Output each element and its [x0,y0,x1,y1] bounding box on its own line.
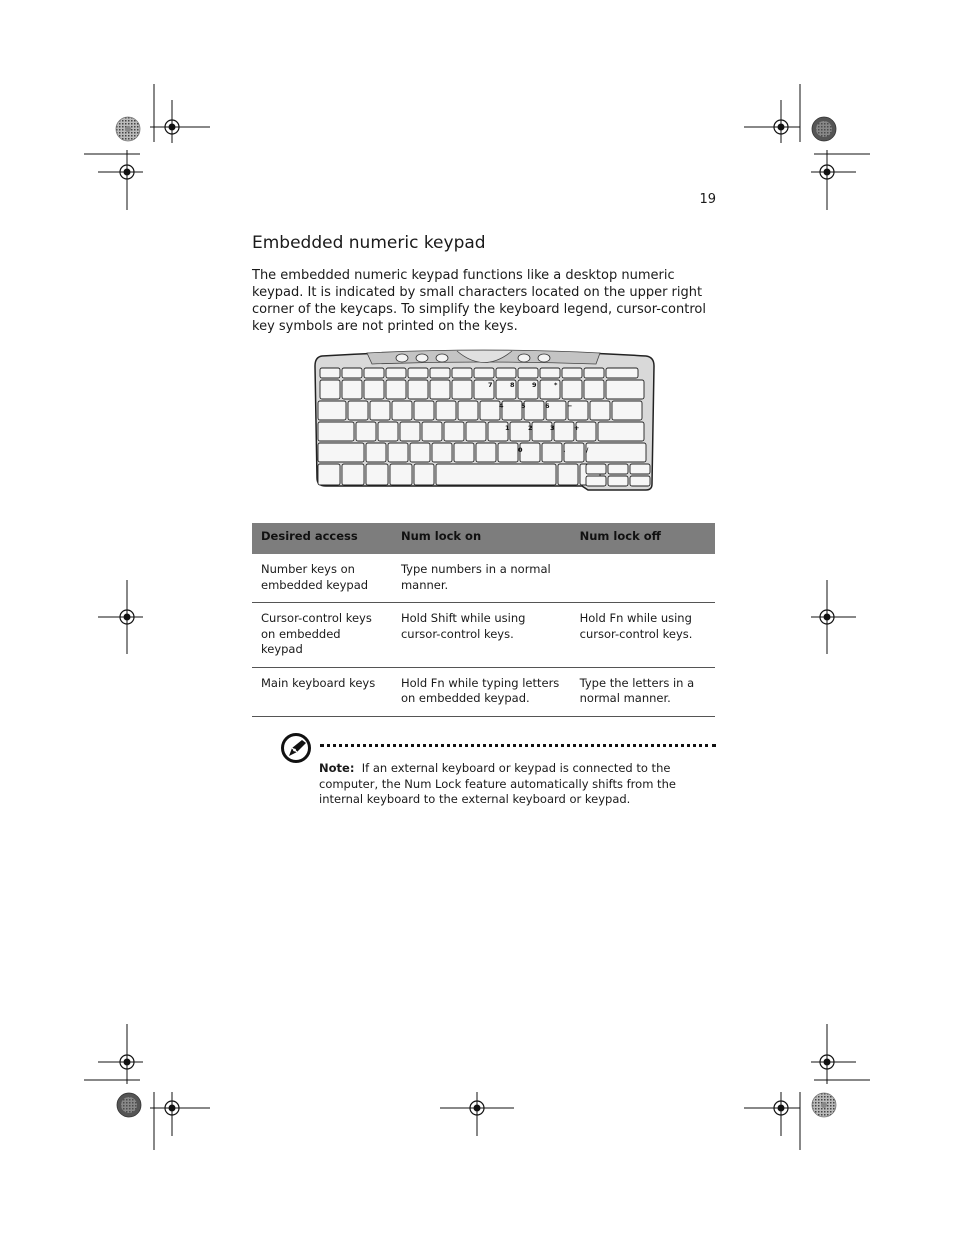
table-cell: Hold Fn while using cursor-control keys. [571,603,715,668]
keycap [408,368,428,378]
keycap [474,368,494,378]
keypad-legend: − [567,402,573,410]
keycap [414,464,434,485]
keycap [400,422,420,441]
keypad-legend: 3 [550,424,555,432]
keycap [436,401,456,420]
keycap [606,380,644,399]
table-cell: Main keyboard keys [252,667,392,716]
keycap [510,422,530,441]
color-wheel-icon [812,1093,836,1117]
keycap [378,422,398,441]
table-cell: Hold Fn while typing letters on embedded keypad. [392,667,571,716]
keycap [612,401,642,420]
keycap [452,380,472,399]
table-row [252,603,715,668]
table-cell: Type the letters in a normal manner. [571,667,715,716]
keypad-legend: / [586,446,589,454]
keycap [320,368,340,378]
header-desired-access: Desired access [252,523,392,554]
keypad-legend: 2 [528,424,533,432]
keypad-legend: 4 [499,402,504,410]
table-row [252,667,715,716]
keycap [366,443,386,462]
keypad-legend: + [574,424,580,432]
table-header-row [252,523,715,554]
table-cell: Type numbers in a normal manner. [392,554,571,603]
keycap [554,422,574,441]
keycap [388,443,408,462]
color-wheel-icon [812,117,836,141]
keycap [584,368,604,378]
keycap [436,464,556,485]
keycap [532,422,552,441]
keycap [386,380,406,399]
note-paragraph [319,761,719,808]
keypad-legend: 6 [545,402,550,410]
keycap [562,380,582,399]
keycap [630,476,650,486]
keycap [318,464,340,485]
color-wheel-icon [116,117,140,141]
keycap [458,401,478,420]
section-title: Embedded numeric keypad [252,233,486,253]
keycap [606,368,638,378]
keycap [392,401,412,420]
keycap [630,464,650,474]
color-wheel-icon [117,1093,141,1117]
keycap [386,368,406,378]
keycap [520,443,540,462]
keycap [496,368,516,378]
keycap [342,380,362,399]
keycap [390,464,412,485]
keycap [498,443,518,462]
table-cell: Cursor-control keys on embedded keypad [252,603,392,668]
keycap [318,422,354,441]
keycap [410,443,430,462]
keycap [342,368,362,378]
keycap [370,401,390,420]
keycap [598,422,644,441]
keycap [562,368,582,378]
header-num-lock-off: Num lock off [571,523,715,554]
keycap [586,443,646,462]
keycap [452,368,472,378]
keycap [584,380,604,399]
keycap [408,380,428,399]
header-num-lock-on: Num lock on [392,523,571,554]
keypad-legend: 5 [521,402,526,410]
keycap [320,380,340,399]
note-label: Note: [319,761,355,775]
keycap [540,368,560,378]
keycap [476,443,496,462]
table-cell: Hold Shift while using cursor-control keys. [392,603,571,668]
keycap [444,422,464,441]
keycap [518,368,538,378]
keycap [430,380,450,399]
table-cell [571,554,715,603]
keycap [348,401,368,420]
keycap [364,380,384,399]
keycap [318,443,364,462]
keypad-legend: 7 [488,381,493,389]
keycap [356,422,376,441]
keypad-legend: 0 [518,446,523,454]
keycap [414,401,434,420]
note-pen-icon [280,731,314,765]
table-cell: Number keys on embedded keypad [252,554,392,603]
keycap [466,422,486,441]
keycap [586,464,606,474]
keycap [608,476,628,486]
numeric-keypad-access-table [252,523,715,717]
keycap [366,464,388,485]
keycap [502,401,522,420]
page-number: 19 [699,192,716,207]
keycap [558,464,578,485]
keycap [524,401,544,420]
note-divider [320,744,716,747]
keycap [608,464,628,474]
keycap [430,368,450,378]
keypad-legend: 8 [510,381,515,389]
keypad-legend: 9 [532,381,537,389]
keyboard-illustration [312,348,656,494]
keycap [454,443,474,462]
keycap [422,422,442,441]
keycap [318,401,346,420]
keycap [432,443,452,462]
keycap [542,443,562,462]
keycap [590,401,610,420]
keypad-legend: . [563,446,566,454]
keycap [586,476,606,486]
keypad-legend: 1 [505,424,510,432]
keycap [480,401,500,420]
keypad-legend: * [554,381,558,389]
table-row [252,554,715,603]
keycap [364,368,384,378]
note-text: If an external keyboard or keypad is connected to the computer, the Num Lock feature automatically shifts from the internal keyboard to the external keyboard or keypad. [319,761,676,806]
intro-paragraph: The embedded numeric keypad functions like a desktop numeric keypad. It is indicated by small characters located on the upper right corner of the keycaps. To simplify the keyboard legend, cursor-control key symbols are not printed on the keys. [252,268,706,334]
keycap [564,443,584,462]
keycap [342,464,364,485]
